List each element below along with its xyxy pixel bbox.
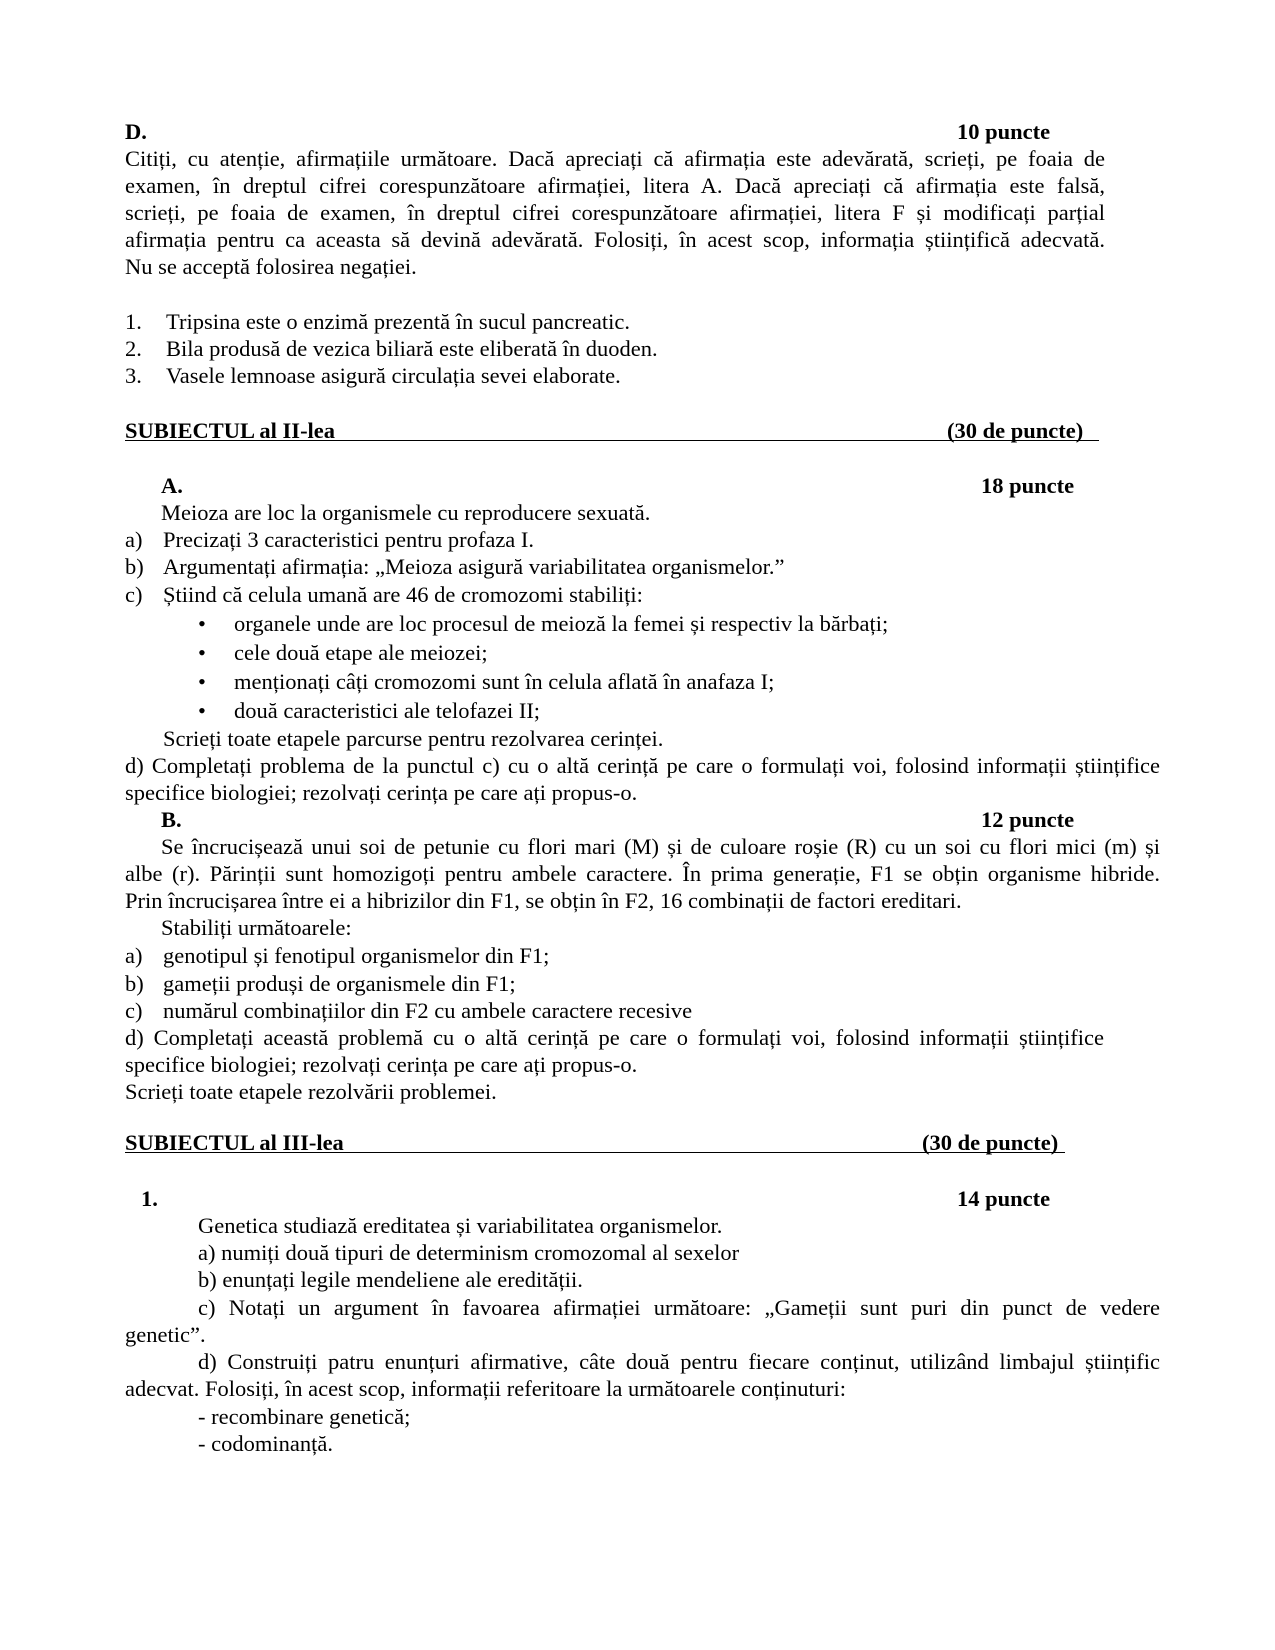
item-number: 3. — [125, 363, 142, 388]
question-1-c-line: c) Notați un argument în favoarea afirmației următoare: „Gameții sunt puri din punct de vedere — [198, 1295, 1160, 1320]
bullet-icon: • — [198, 669, 206, 694]
task-text: Precizați 3 caracteristici pentru profaza I. — [163, 527, 535, 552]
item-text: Tripsina este o enzimă prezentă în sucul pancreatic. — [166, 309, 630, 334]
content-item: - recombinare genetică; — [198, 1404, 411, 1429]
instruction-line: Citiți, cu atenție, afirmațiile următoare. Dacă apreciați că afirmația este adevărată, scrieți, pe foaia de — [125, 146, 1105, 171]
final-instruction: Scrieți toate etapele rezolvării problemei. — [125, 1079, 497, 1104]
item-number: 2. — [125, 336, 142, 361]
part-b-label: B. — [161, 807, 182, 832]
content-item: - codominanță. — [198, 1431, 333, 1456]
part-a-intro: Meioza are loc la organismele cu reproducere sexuată. — [161, 500, 651, 525]
part-a-points: 18 puncte — [981, 473, 1075, 498]
section-d-label: D. — [125, 119, 147, 144]
item-number: 1. — [125, 309, 142, 334]
establish-label: Stabiliți următoarele: — [161, 915, 352, 940]
bullet-icon: • — [198, 640, 206, 665]
part-a-label: A. — [161, 473, 183, 498]
instruction-line: afirmația pentru ca aceasta să devină adevărată. Folosiți, în acest scop, informația științifică adecvată. — [125, 227, 1105, 252]
task-text: numărul combinațiilor din F2 cu ambele caractere recesive — [163, 998, 693, 1023]
task-d-line: d) Completați problema de la punctul c) cu o altă cerință pe care o formulați voi, folosind informații științifice — [125, 753, 1160, 778]
subject-3-points: (30 de puncte) — [922, 1130, 1059, 1155]
part-b-points: 12 puncte — [981, 807, 1075, 832]
task-d-line: specifice biologiei; rezolvați cerința pe care ați propus-o. — [125, 1052, 638, 1077]
task-letter: a) — [125, 943, 143, 968]
task-text: genotipul și fenotipul organismelor din F1; — [163, 943, 550, 968]
task-letter: c) — [125, 998, 143, 1023]
subject-3-title: SUBIECTUL al III-lea — [125, 1130, 344, 1155]
instruction-line: scrieți, pe foaia de examen, în dreptul cifrei corespunzătoare afirmației, litera F și modificați parțial — [125, 200, 1105, 225]
task-letter: a) — [125, 527, 143, 552]
part-b-paragraph: albe (r). Părinții sunt homozigoți pentru ambele caractere. În prima generație, F1 se obțin organisme hibride. — [125, 861, 1160, 886]
question-1-d-line: adecvat. Folosiți, în acest scop, informații referitoare la următoarele conținuturi: — [125, 1376, 846, 1401]
instruction-line: examen, în dreptul cifrei corespunzătoare afirmației, litera A. Dacă apreciați că afirmația este falsă, — [125, 173, 1105, 198]
task-text: Știind că celula umană are 46 de cromozomi stabiliți: — [163, 582, 643, 607]
part-b-paragraph: Se încrucișează unui soi de petunie cu flori mari (M) și de culoare roșie (R) cu un soi cu flori mici (m) și — [161, 834, 1160, 859]
item-text: Vasele lemnoase asigură circulația sevei elaborate. — [166, 363, 621, 388]
subject-2-points: (30 de puncte) — [947, 418, 1084, 443]
bullet-text: menționați câți cromozomi sunt în celula aflată în anafaza I; — [234, 669, 775, 694]
task-d-line: specifice biologiei; rezolvați cerința pe care ați propus-o. — [125, 780, 638, 805]
task-letter: b) — [125, 971, 144, 996]
question-1-points: 14 puncte — [957, 1186, 1051, 1211]
item-text: Bila produsă de vezica biliară este eliberată în duoden. — [166, 336, 658, 361]
question-1-intro: Genetica studiază ereditatea și variabilitatea organismelor. — [198, 1213, 723, 1238]
subject-2-title: SUBIECTUL al II-lea — [125, 418, 336, 443]
question-1-c-line: genetic”. — [125, 1322, 206, 1347]
section-d-points: 10 puncte — [957, 119, 1051, 144]
task-text: gameții produși de organismele din F1; — [163, 971, 516, 996]
bullet-text: cele două etape ale meiozei; — [234, 640, 488, 665]
task-letter: b) — [125, 554, 144, 579]
question-1-a: a) numiți două tipuri de determinism cromozomal al sexelor — [198, 1240, 740, 1265]
steps-instruction: Scrieți toate etapele parcurse pentru rezolvarea cerinței. — [163, 726, 664, 751]
question-1-d-line: d) Construiți patru enunțuri afirmative, câte două pentru fiecare conținut, utilizând limbajul științific — [198, 1349, 1160, 1374]
task-text: Argumentați afirmația: „Meioza asigură variabilitatea organismelor.” — [163, 554, 785, 579]
part-b-paragraph: Prin încrucișarea între ei a hibrizilor din F1, se obțin în F2, 16 combinații de factori ereditari. — [125, 888, 962, 913]
instruction-line: Nu se acceptă folosirea negației. — [125, 254, 417, 279]
bullet-text: organele unde are loc procesul de meioză la femei și respectiv la bărbați; — [234, 611, 889, 636]
question-1-number: 1. — [141, 1186, 158, 1211]
bullet-text: două caracteristici ale telofazei II; — [234, 698, 541, 723]
bullet-icon: • — [198, 698, 206, 723]
task-d-line: d) Completați această problemă cu o altă cerință pe care o formulați voi, folosind informații științifice — [125, 1025, 1104, 1050]
question-1-b: b) enunțați legile mendeliene ale eredității. — [198, 1267, 583, 1292]
task-letter: c) — [125, 582, 143, 607]
bullet-icon: • — [198, 611, 206, 636]
